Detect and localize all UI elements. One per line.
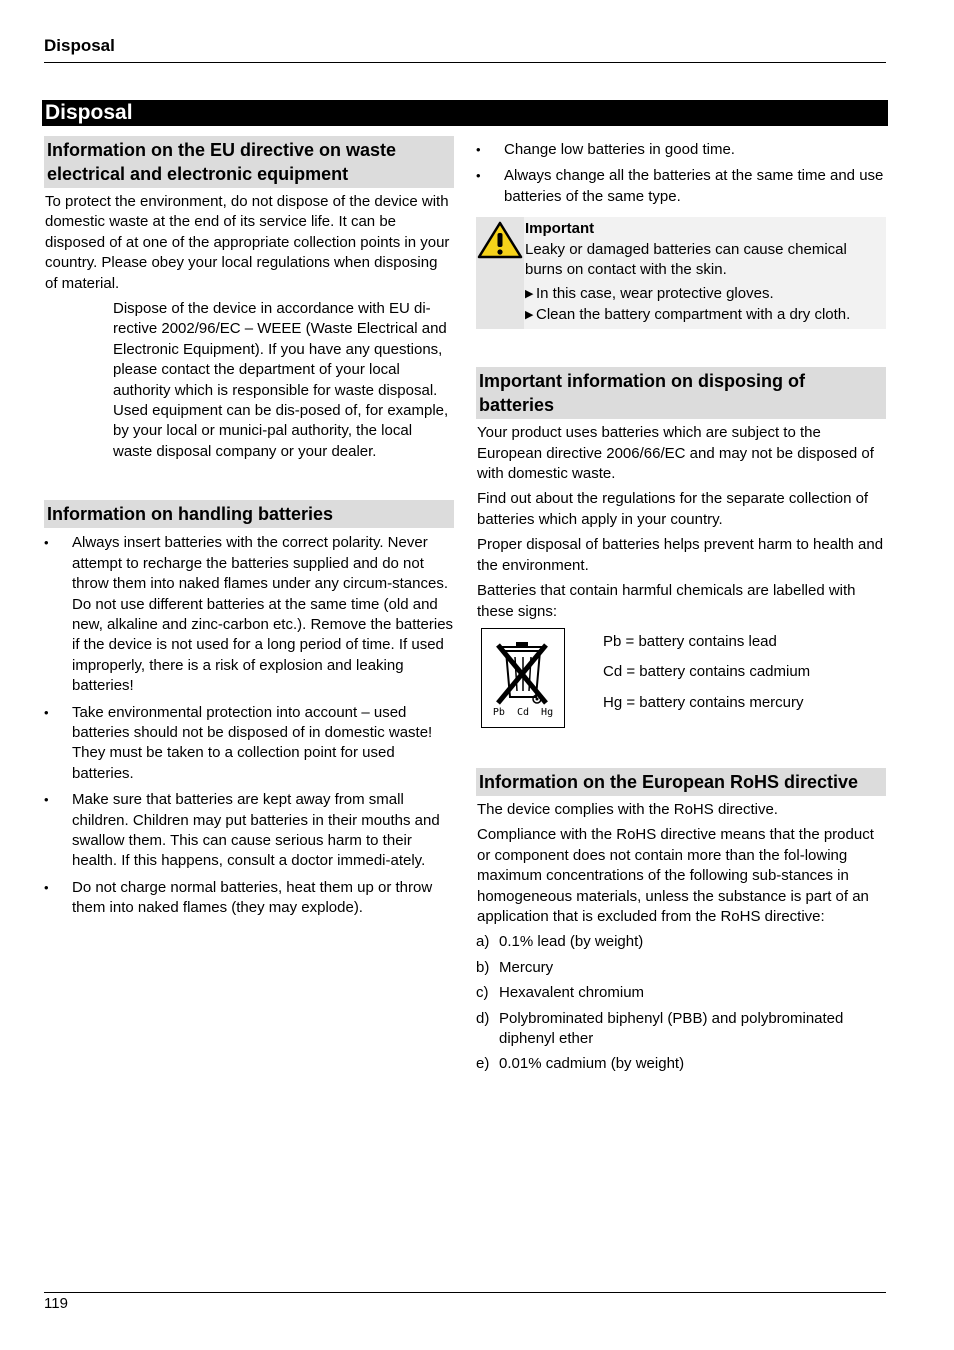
- rohs-heading: Information on the European RoHS directive: [476, 768, 886, 796]
- list-item: [476, 1009, 886, 1050]
- list-item: • Always change all the batteries at the same time and use batteries of the same type.: [476, 166, 886, 207]
- battery-symbol-row: [476, 628, 886, 728]
- sign-item: Hg = battery contains mercury: [603, 693, 804, 711]
- list-item: • Always insert batteries with the correct polarity. Never attempt to recharge the batteries supplied and do not throw them into naked flames under any circum-stances. Do not use different batteries at the same time (old and new, alkaline and zinc-carbon etc.). Remove the batteries if the device is not used for a long period of time. If used improperly, there is a risk of explosion and leaking batteries!: [44, 533, 454, 696]
- item-text: 0.1% lead (by weight): [499, 933, 644, 951]
- item-label: d): [476, 1009, 490, 1027]
- signs-list: [603, 632, 810, 728]
- item-label: c): [476, 984, 489, 1002]
- handling-list-continued: [476, 140, 886, 207]
- important-title: Important: [525, 220, 595, 238]
- weee-paragraph-1: To protect the environment, do not dispose of the device with domestic waste at the end of its service life. It can be disposed of at one of the appropriate collection points in your country. Please obey your local regulations when disposing of material.: [45, 193, 450, 292]
- left-column: [44, 136, 454, 925]
- list-item: [476, 983, 886, 1003]
- important-notice: [476, 217, 886, 329]
- list-item: [476, 1054, 886, 1074]
- item-label: b): [476, 958, 490, 976]
- list-item: • Make sure that batteries are kept away from small children. Children may put batteries in their mouths and swallow them. This can cause serious harm to their health. If this happens, consult a doctor immedi-ately.: [44, 790, 454, 872]
- weee-paragraph-2: Dispose of the device in accordance with EU di-rective 2002/96/EC – WEEE (Waste Electrical and Electronic Equipment). If you have any questions, please contact the department of your local authority which is responsible for waste disposal. Used equipment can be dis-posed of, for example, by your local or munici-pal authority, the local waste disposal company or your dealer.: [113, 300, 449, 460]
- page-title: Disposal: [45, 101, 133, 124]
- handling-heading: Information on handling batteries: [44, 500, 454, 528]
- list-item: • Do not charge normal batteries, heat them up or throw them into naked flames (they may explode).: [44, 878, 454, 919]
- important-step: [525, 284, 882, 304]
- disposing-paragraph: Batteries that contain harmful chemicals are labelled with these signs:: [477, 582, 856, 620]
- list-item: • Take environmental protection into account – used batteries should not be disposed of in domestic waste! They must be taken to a collection point for used batteries.: [44, 703, 454, 785]
- footer-rule: [44, 1292, 886, 1293]
- crossed-bin-icon: [481, 628, 565, 728]
- important-text: Leaky or damaged batteries can cause chemical burns on contact with the skin.: [525, 240, 847, 279]
- handling-list: [44, 533, 454, 918]
- rohs-substance-list: [476, 932, 886, 1074]
- item-label: e): [476, 1055, 490, 1073]
- list-item: • Change low batteries in good time.: [476, 140, 886, 160]
- sign-item: Pb = battery contains lead: [603, 632, 777, 650]
- disposing-heading: Important information on disposing of batteries: [476, 367, 886, 419]
- item-text: 0.01% cadmium (by weight): [499, 1055, 685, 1073]
- rohs-paragraph: The device complies with the RoHS directive.: [477, 800, 778, 818]
- warning-icon: [476, 217, 524, 329]
- header-rule: [44, 62, 886, 63]
- weee-heading: Information on the EU directive on waste electrical and electronic equipment: [44, 136, 454, 188]
- running-header: Disposal: [44, 36, 115, 55]
- symbol-label: Pb Cd Hg: [492, 706, 554, 718]
- item-text: Mercury: [499, 958, 554, 976]
- item-label: a): [476, 933, 490, 951]
- item-text: Hexavalent chromium: [499, 984, 645, 1002]
- rohs-paragraph: Compliance with the RoHS directive means that the product or component does not contain more than the fol-lowing maximum concentrations of the following sub-stances in homogeneous materials, unless the substance is part of an application that is excluded from the RoHS directive:: [477, 826, 874, 925]
- important-step: [525, 305, 882, 325]
- arrow-right-icon: ▶: [525, 288, 534, 301]
- disposing-paragraph: Proper disposal of batteries helps prevent harm to health and the environment.: [477, 536, 884, 574]
- step-text: Clean the battery compartment with a dry cloth.: [536, 305, 851, 323]
- disposing-paragraph: Your product uses batteries which are subject to the European directive 2006/66/EC and may not be disposed of with domestic waste.: [477, 424, 874, 483]
- item-text: Polybrominated biphenyl (PBB) and polybrominated diphenyl ether: [499, 1009, 844, 1047]
- list-item: [476, 932, 886, 952]
- step-text: In this case, wear protective gloves.: [536, 285, 774, 303]
- sign-item: Cd = battery contains cadmium: [603, 663, 811, 681]
- page-number: 119: [44, 1295, 68, 1312]
- list-item: [476, 958, 886, 978]
- title-bar: [42, 100, 888, 126]
- arrow-right-icon: ▶: [525, 308, 534, 321]
- disposing-paragraph: Find out about the regulations for the separate collection of batteries which apply in your country.: [477, 490, 869, 528]
- right-column: [476, 140, 886, 1080]
